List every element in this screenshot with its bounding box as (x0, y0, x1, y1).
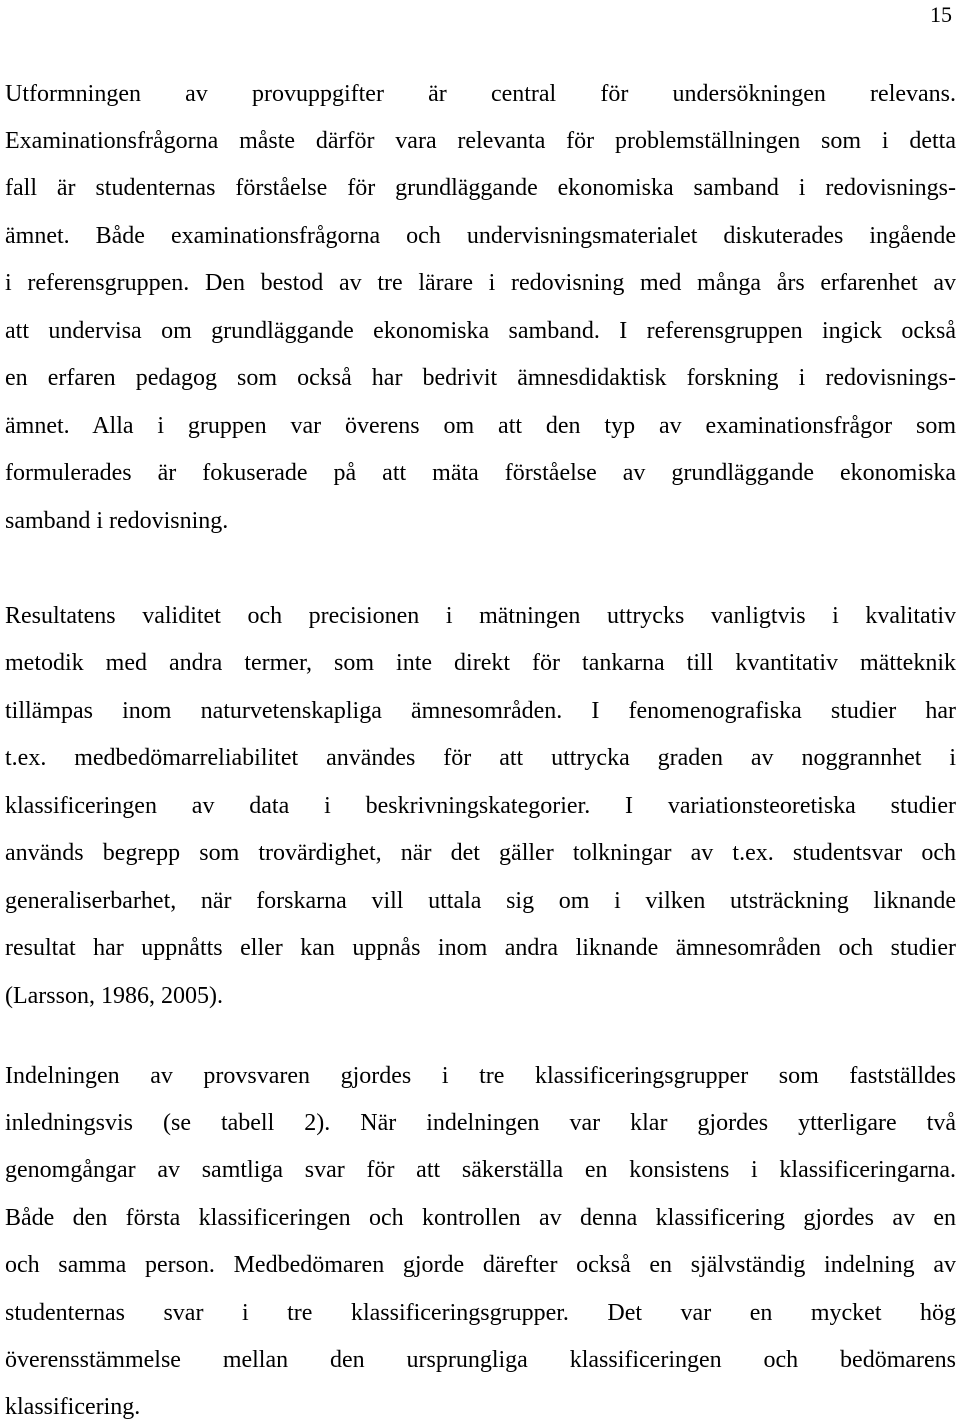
paragraph-line: klassificering. (5, 1394, 141, 1420)
paragraph-line: Både den första klassificeringen och kontrollen av denna klassificering gjordes av en (5, 1205, 956, 1231)
paragraph-line: fall är studenternas förståelse för grundläggande ekonomiska samband i redovisnings- (5, 175, 956, 201)
page-number: 15 (930, 2, 952, 27)
paragraph-line: klassificeringen av data i beskrivningskategorier. I variationsteoretiska studier (5, 793, 956, 819)
paragraph-line: samband i redovisning. (5, 508, 229, 534)
paragraph-line: i referensgruppen. Den bestod av tre lärare i redovisning med många års erfarenhet av (5, 270, 956, 296)
paragraph-line: formulerades är fokuserade på att mäta förståelse av grundläggande ekonomiska (5, 460, 956, 486)
paragraph-line: tillämpas inom naturvetenskapliga ämnesområden. I fenomenografiska studier har (5, 698, 956, 724)
paragraph-line: överensstämmelse mellan den ursprungliga klassificeringen och bedömarens (5, 1347, 956, 1373)
paragraph-line: Indelningen av provsvaren gjordes i tre klassificeringsgrupper som fastställdes (5, 1063, 956, 1089)
paragraph-line: Resultatens validitet och precisionen i mätningen uttrycks vanligtvis i kvalitativ (5, 603, 956, 629)
paragraph-line: (Larsson, 1986, 2005). (5, 983, 223, 1009)
paragraph-line: en erfaren pedagog som också har bedrivit ämnesdidaktisk forskning i redovisnings- (5, 365, 956, 391)
paragraph-line: metodik med andra termer, som inte direkt för tankarna till kvantitativ mätteknik (5, 650, 956, 676)
paragraph-line: resultat har uppnåtts eller kan uppnås inom andra liknande ämnesområden och studier (5, 935, 956, 961)
paragraph-line: och samma person. Medbedömaren gjorde därefter också en självständig indelning av (5, 1252, 956, 1278)
paragraph-line: ämnet. Alla i gruppen var överens om att den typ av examinationsfrågor som (5, 413, 956, 439)
paragraph-line: studenternas svar i tre klassificeringsgrupper. Det var en mycket hög (5, 1300, 956, 1326)
paragraph-line: Utformningen av provuppgifter är central för undersökningen relevans. (5, 81, 956, 107)
paragraph-line: ämnet. Både examinationsfrågorna och undervisningsmaterialet diskuterades ingående (5, 223, 956, 249)
paragraph-line: inledningsvis (se tabell 2). När indelningen var klar gjordes ytterligare två (5, 1110, 956, 1136)
paragraph-line: används begrepp som trovärdighet, när det gäller tolkningar av t.ex. studentsvar och (5, 840, 956, 866)
paragraph-line: genomgångar av samtliga svar för att säkerställa en konsistens i klassificeringarna. (5, 1157, 956, 1183)
paragraph-line: generaliserbarhet, när forskarna vill uttala sig om i vilken utsträckning liknande (5, 888, 956, 914)
paragraph-line: Examinationsfrågorna måste därför vara relevanta för problemställningen som i detta (5, 128, 956, 154)
paragraph-line: att undervisa om grundläggande ekonomiska samband. I referensgruppen ingick också (5, 318, 956, 344)
paragraph-line: t.ex. medbedömarreliabilitet användes för att uttrycka graden av noggrannhet i (5, 745, 956, 771)
